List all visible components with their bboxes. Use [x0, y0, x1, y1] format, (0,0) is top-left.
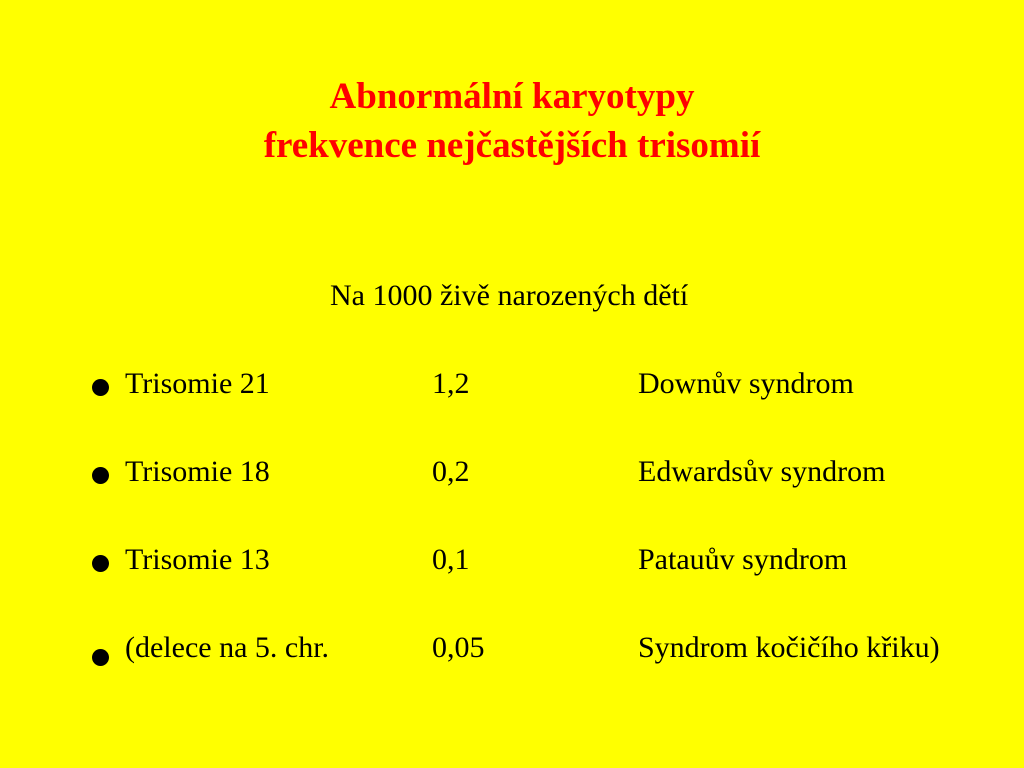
list-item-trisomie-18 — [0, 452, 1024, 492]
frequency-value: 0,1 — [432, 543, 470, 576]
trisomy-name: Trisomie 18 — [125, 455, 270, 488]
frequency-value: 0,05 — [432, 631, 485, 664]
syndrome-name: Patauův syndrom — [638, 543, 848, 576]
frequency-value: 1,2 — [432, 367, 470, 400]
syndrome-name: Downův syndrom — [638, 367, 854, 400]
trisomy-name: Trisomie 13 — [125, 543, 270, 576]
bullet-dot-icon — [92, 555, 109, 572]
list-item-trisomie-21 — [0, 364, 1024, 404]
list-item-delece-5-chr — [0, 628, 1024, 668]
syndrome-name: Syndrom kočičího křiku) — [638, 631, 940, 664]
bullet-dot-icon — [92, 467, 109, 484]
title-line-1: Abnormální karyotypy — [329, 76, 695, 117]
trisomy-name: (delece na 5. chr. — [125, 631, 330, 664]
list-item-trisomie-13 — [0, 540, 1024, 580]
frequency-value: 0,2 — [432, 455, 470, 488]
frequency-subheading: Na 1000 živě narozených dětí — [330, 279, 689, 312]
bullet-dot-icon — [92, 379, 109, 396]
title-line-2: frekvence nejčastějších trisomií — [263, 125, 761, 166]
trisomy-name: Trisomie 21 — [125, 367, 270, 400]
bullet-dot-icon — [92, 649, 109, 666]
slide-title — [0, 72, 1024, 170]
syndrome-name: Edwardsův syndrom — [638, 455, 886, 488]
